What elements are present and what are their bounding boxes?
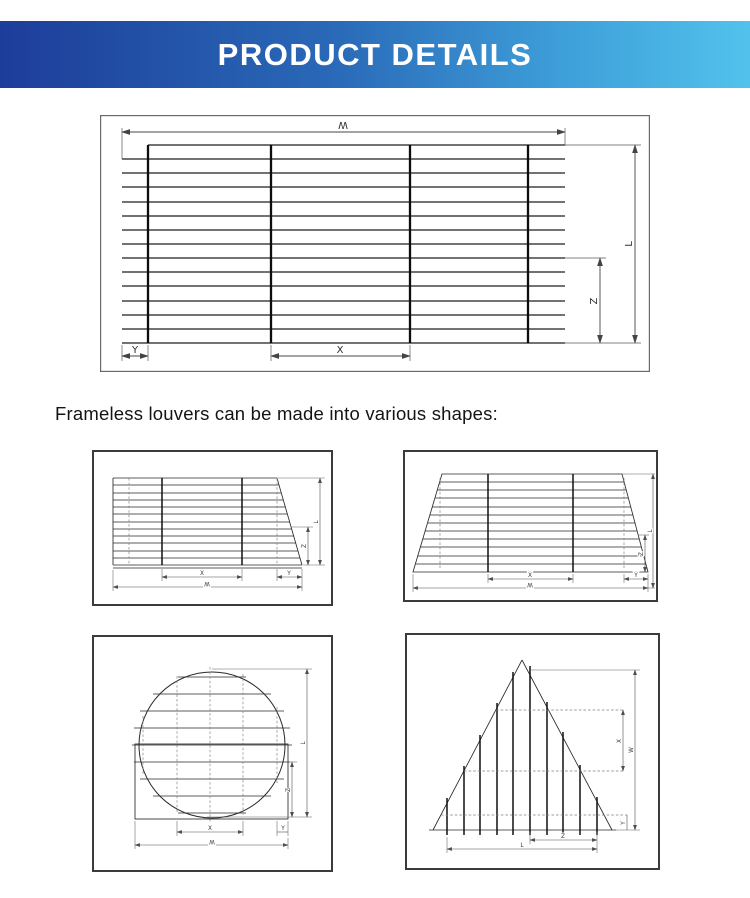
louver-slats bbox=[415, 482, 646, 564]
main-louver-drawing bbox=[100, 115, 650, 372]
dim-label-w: W bbox=[629, 747, 635, 753]
figure-border bbox=[93, 636, 332, 871]
dim-label-z: Z bbox=[639, 552, 645, 556]
dim-label-x: X bbox=[617, 739, 623, 743]
dimension-l bbox=[207, 669, 312, 817]
dim-label-y: Y bbox=[287, 571, 291, 577]
dim-label-l: L bbox=[301, 741, 307, 745]
dim-label-l: L bbox=[520, 843, 524, 849]
dim-label-x: X bbox=[200, 571, 204, 577]
dim-label-w: W bbox=[209, 838, 215, 844]
dim-label-z: Z bbox=[302, 544, 308, 548]
dimension-y bbox=[122, 345, 148, 361]
dim-label-z: Z bbox=[589, 297, 600, 305]
dimension-y bbox=[624, 573, 648, 583]
support-bars bbox=[129, 478, 277, 565]
dim-label-w: W bbox=[204, 580, 210, 586]
dimension-l bbox=[565, 145, 641, 343]
dim-label-y: Y bbox=[281, 826, 285, 832]
dim-label-x: X bbox=[336, 345, 344, 356]
figure-border bbox=[93, 451, 332, 605]
dim-label-x: X bbox=[208, 826, 212, 832]
louver-blades-vertical bbox=[447, 666, 597, 835]
dimension-y bbox=[277, 569, 302, 581]
dim-label-z: Z bbox=[286, 788, 292, 792]
product-details-banner bbox=[0, 21, 750, 88]
dimension-y bbox=[621, 815, 627, 830]
dim-label-y: Y bbox=[634, 573, 638, 579]
dimension-y bbox=[277, 821, 288, 836]
dimension-x bbox=[271, 345, 410, 361]
dimension-x bbox=[162, 569, 242, 581]
figure-trapezoid-louver bbox=[403, 450, 658, 602]
dimension-x bbox=[177, 821, 243, 836]
dimension-x bbox=[617, 710, 623, 771]
louver-outline bbox=[429, 660, 616, 830]
dim-label-w: W bbox=[338, 119, 348, 130]
louver-outline bbox=[113, 478, 302, 568]
dim-label-y: Y bbox=[131, 345, 139, 356]
dimension-w bbox=[113, 570, 302, 591]
dimension-z bbox=[639, 535, 649, 572]
louver-slats bbox=[122, 145, 565, 343]
mounting-frame bbox=[135, 744, 288, 819]
dimension-w bbox=[122, 119, 565, 159]
dimension-l bbox=[447, 837, 597, 853]
dimension-z bbox=[291, 527, 313, 565]
dim-label-y: Y bbox=[621, 821, 627, 825]
figure-triangular-louver bbox=[405, 633, 660, 870]
dim-label-l: L bbox=[624, 241, 635, 247]
intro-text: Frameless louvers can be made into various shapes: bbox=[55, 403, 498, 424]
dim-label-l: L bbox=[314, 520, 320, 524]
support-bars bbox=[441, 710, 627, 815]
dim-label-l: L bbox=[648, 529, 654, 533]
dimension-z bbox=[565, 258, 606, 343]
dimension-l bbox=[278, 478, 325, 565]
figure-right-trapezoid-louver bbox=[92, 450, 333, 606]
dimension-z bbox=[530, 832, 597, 844]
dim-label-z: Z bbox=[561, 834, 565, 840]
louver-slats bbox=[113, 485, 300, 558]
dim-label-w: W bbox=[527, 581, 533, 587]
figure-round-louver bbox=[92, 635, 333, 872]
figure-border bbox=[406, 634, 659, 869]
page-title: PRODUCT DETAILS bbox=[217, 36, 533, 72]
dim-label-x: X bbox=[528, 573, 532, 579]
